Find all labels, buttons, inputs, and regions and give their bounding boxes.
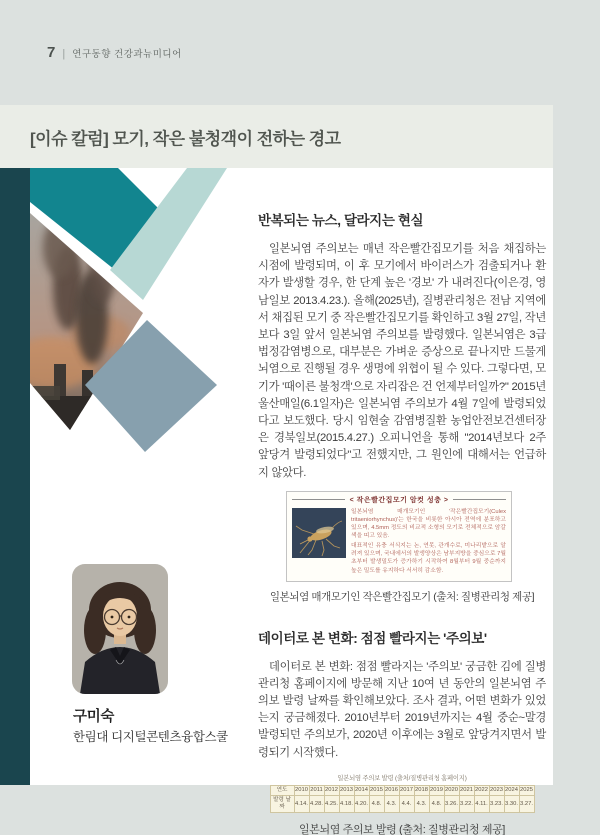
section-title: 연구동향 건강과뉴미디어 (72, 49, 182, 60)
date-cell: 4.8. (429, 795, 444, 812)
year-cell: 2017 (400, 787, 413, 794)
row-header-date: 발령 날짜 (270, 795, 294, 812)
mosquito-figure-caption: 일본뇌염 매개모기인 작은빨간집모기 (출처: 질병관리청 제공] (269, 590, 535, 603)
section1-heading: 반복되는 뉴스, 달라지는 현실 (258, 213, 424, 228)
date-cell: 4.3. (384, 795, 399, 812)
mosquito-photo (292, 508, 346, 558)
decorative-art-collage (30, 168, 240, 460)
date-cell: 4.4. (399, 795, 414, 812)
year-cell: 2010 (295, 787, 308, 794)
year-cell: 2025 (520, 787, 533, 794)
date-cell: 3.27. (519, 795, 534, 812)
section2-heading: 데이터로 본 변화: 점점 빨라지는 '주의보' (258, 630, 487, 646)
figure-box-text-2: 대표적인 유충 서식지는 논, 연못, 관개수로, 미나리밭으로 알려져 있으며, 국내에서의 발생양상은 남부지방을 중심으로 7월초부터 발생밀도가 증가하기 시작하여 8월부터 9월 중순까지 높은 밀도를 유지하다 서서히 감소함. (351, 543, 506, 574)
date-cell: 4.20. (354, 795, 369, 812)
date-cell: 4.11. (474, 795, 489, 812)
date-cell: 4.25. (324, 795, 339, 812)
year-cell: 2011 (310, 787, 323, 794)
date-cell: 4.28. (309, 795, 324, 812)
date-cell: 3.30. (504, 795, 519, 812)
year-cell: 2016 (385, 787, 398, 794)
date-cell: 4.18. (339, 795, 354, 812)
advisory-table-year-row (270, 785, 534, 795)
page-number: 7 (47, 44, 56, 61)
section1-paragraph: 일본뇌염 주의보는 매년 작은빨간집모기를 처음 채집하는 시점에 발령되며, 이 후 모기에서 바이러스가 검출되거나 환자가 발생할 경우, 한 단계 높은 '경보' 가 내려진다(이은경, 영남일보 2013.4.23.). 올해(2025년), 질병관리청은 전남 지역에서 채집된 모기 중 작은빨간집모기를 확인하고 3월 27일, 작년보다 3일 앞서 일본뇌염 주의보를 발령했다. 일본뇌염은 3급 법정감염병으로, 대부분은 가벼운 증상으로 끝나지만 드물게 뇌염으로 진행될 경우 생명에 위협이 될 수 있다. 그렇다면, 모기가 '때이른 불청객'으로 자리잡은 건 언제부터일까?" 2015년 울산매일(6.1일자)은 일본뇌염 주의보가 4월 7일에 발령되었다고 보도했다. 당시 임현술 감염병질환 농업안전보건센터장은 경북일보(2015.4.27.) 오피니언을 통해 "2014년보다 2주 앞당겨 발령되었다"고 전했지만, 그 원인에 대해서는 언급하지 않았다. (258, 243, 546, 479)
year-cell: 2012 (325, 787, 338, 794)
figure-box-text-1: 일본뇌염 매개모기인 '작은빨간집모기(Culex tritaeniorhynchus)'는 한국을 비롯한 아시아 전역에 분포하고 있으며, 4.5mm 정도의 비교적 소형의 모기로 전체적으로 암갈색을 띠고 있음. (351, 508, 506, 540)
advisory-table-caption: 일본뇌염 주의보 발령 (출처: 질병관리청 제공] (299, 823, 505, 835)
advisory-table (270, 785, 535, 813)
issue-column-banner (0, 105, 553, 168)
author-name: 구미숙 (73, 709, 115, 725)
date-cell: 4.8. (369, 795, 384, 812)
year-cell: 2020 (445, 787, 458, 794)
year-cell: 2019 (430, 787, 443, 794)
advisory-table-title: 일본뇌염 주의보 발령 (출처/질병관리청 홈페이지) (337, 774, 467, 782)
header-divider: | (62, 48, 66, 60)
left-accent-bar (0, 168, 30, 785)
author-portrait (72, 564, 168, 694)
date-cell: 4.14. (294, 795, 309, 812)
figure-box-header (292, 495, 506, 505)
article-column (258, 209, 546, 835)
header-rule-left (292, 499, 345, 500)
year-cell: 2022 (475, 787, 488, 794)
section2-paragraph: 데이터로 본 변화: 점점 빨라지는 '주의보' 궁금한 김에 질병관리청 홈페이지에 방문해 지난 10여 년 동안의 일본뇌염 주의보 발령 날짜를 확인해보았다. 조사 결과, 어떤 변화가 있었는지 궁금해졌다. 2010년부터 2019년까지는 4월 중순~말경 발령되던 주의보가, 2020년 이후에는 3월로 앞당겨지면서 발령되기 시작했다. (258, 660, 546, 759)
date-cell: 4.3. (414, 795, 429, 812)
row-header-year: 연도 (270, 785, 294, 795)
header-rule-right (453, 499, 506, 500)
advisory-table-date-row (270, 795, 534, 812)
year-cell: 2021 (460, 787, 473, 794)
mosquito-figure-box (286, 491, 512, 582)
year-cell: 2018 (415, 787, 428, 794)
date-cell: 3.26. (444, 795, 459, 812)
year-cell: 2024 (505, 787, 518, 794)
figure-box-text (351, 508, 506, 577)
year-cell: 2015 (370, 787, 383, 794)
year-cell: 2014 (355, 787, 368, 794)
page-title: [이슈 칼럼] 모기, 작은 불청객이 전하는 경고 (30, 129, 341, 148)
advisory-table-figure (258, 773, 546, 835)
year-cell: 2013 (340, 787, 353, 794)
year-cell: 2023 (490, 787, 503, 794)
date-cell: 3.22. (459, 795, 474, 812)
author-affiliation: 한림대 디지털콘텐츠융합스쿨 (73, 730, 228, 744)
date-cell: 3.23. (489, 795, 504, 812)
page-running-header (47, 44, 182, 61)
content-sheet (0, 168, 553, 835)
figure-box-title: < 작은빨간집모기 암컷 성충 > (349, 496, 449, 504)
